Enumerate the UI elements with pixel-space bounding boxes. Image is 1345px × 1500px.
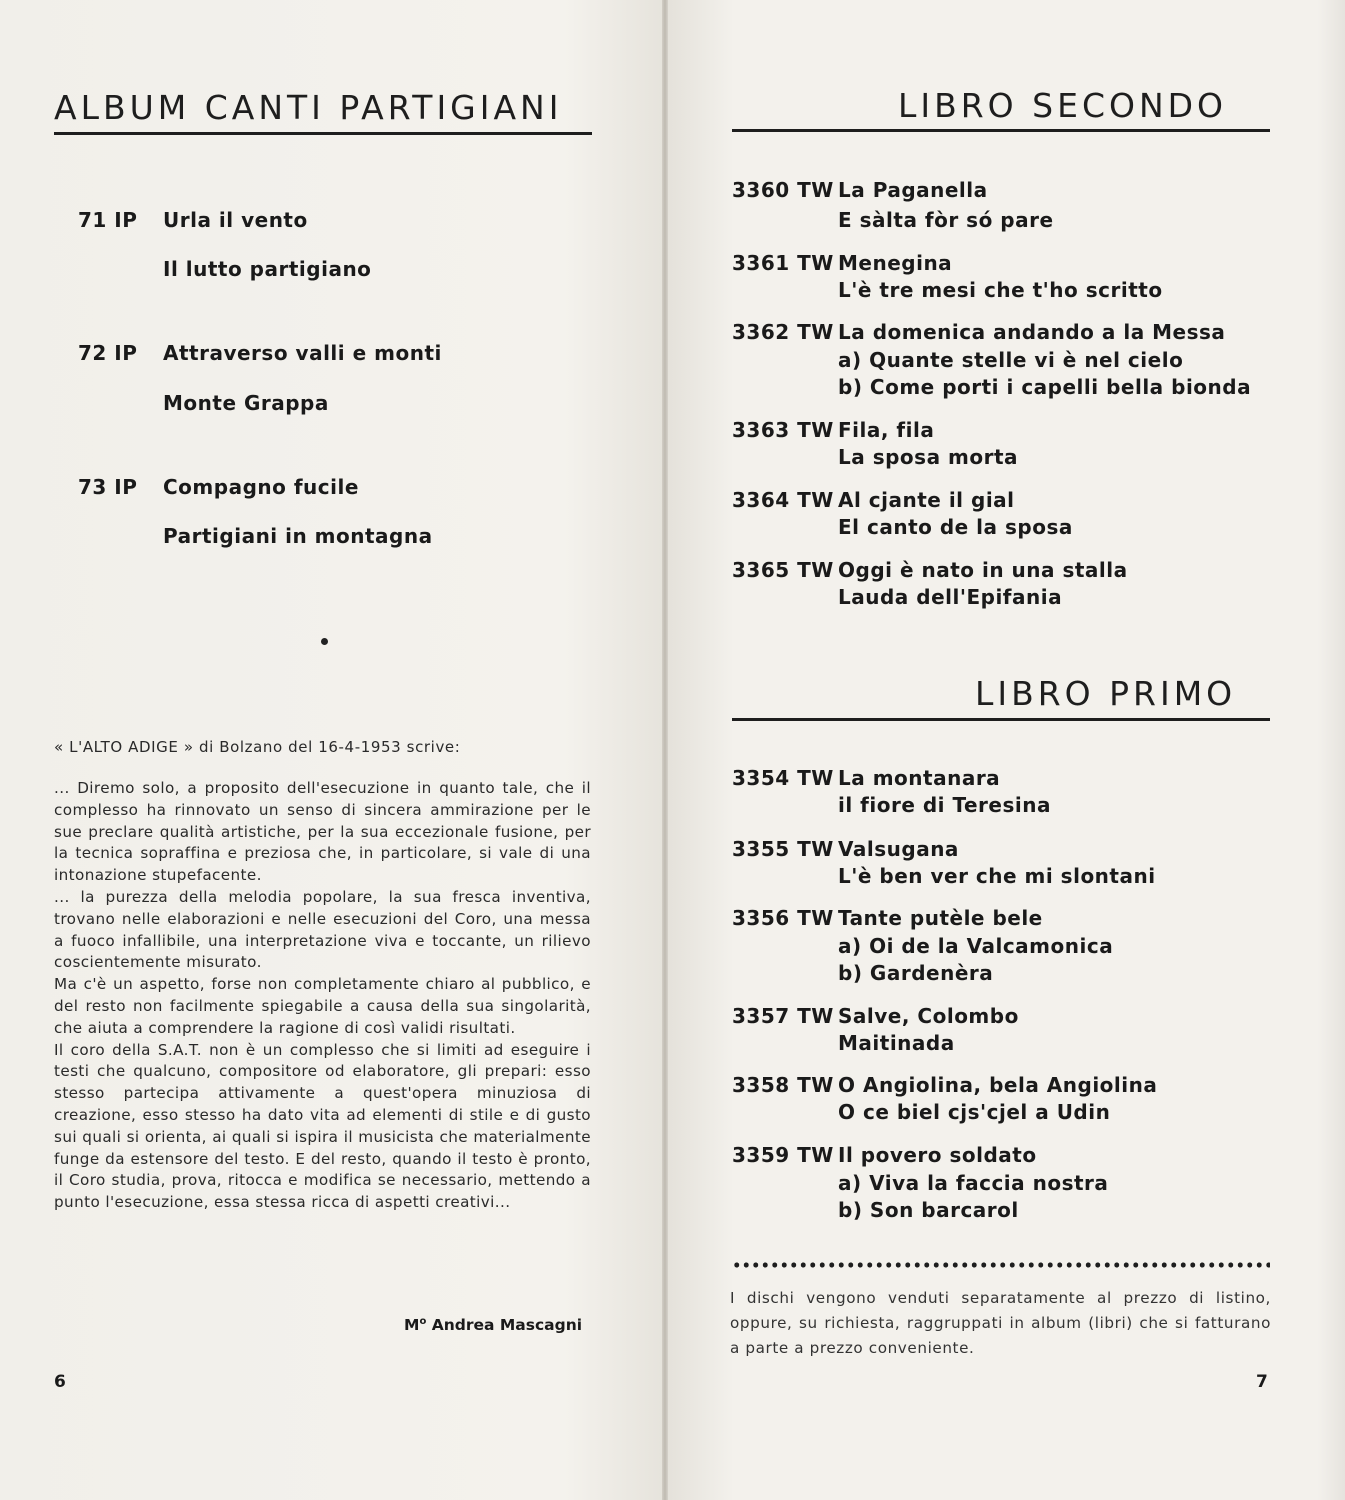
entry-line: Fila, fila	[838, 418, 935, 442]
entry-line: La Paganella	[838, 178, 988, 202]
entry-line: a) Quante stelle vi è nel cielo	[838, 348, 1184, 372]
entry-line: Attraverso valli e monti	[163, 341, 442, 365]
entry-code: 3361 TW	[732, 251, 834, 275]
entry-line: Monte Grappa	[163, 391, 329, 415]
signature-prefix: M	[404, 1316, 420, 1335]
signature-sup: o	[419, 1316, 427, 1327]
entry-line: Il lutto partigiano	[163, 257, 372, 281]
entry-line: b) Son barcarol	[838, 1198, 1019, 1222]
entry-line: b) Come porti i capelli bella bionda	[838, 375, 1252, 399]
entry-line: Tante putèle bele	[838, 906, 1043, 930]
quote-paragraph: ... Diremo solo, a proposito dell'esecuzione in quanto tale, che il complesso ha rinnovato un senso di sincera ammirazione per le sue preclare qualità artistiche, per la sua eccezionale fusione, per la tecnica sopraffina e preziosa che, in particolare, si vale di una intonazione stupefacente.	[54, 779, 591, 885]
pricing-note: I dischi vengono venduti separatamente al prezzo di listino, oppure, su richiesta, raggruppati in album (libri) che si fatturano a parte a prezzo conveniente.	[730, 1289, 1271, 1357]
signature-name: Andrea Mascagni	[431, 1316, 583, 1335]
libro-secondo-title: LIBRO SECONDO	[898, 86, 1228, 125]
entry-code: 73 IP	[78, 475, 138, 499]
entry-line: Menegina	[838, 251, 953, 275]
libro-primo-title: LIBRO PRIMO	[975, 674, 1237, 713]
page-fold	[662, 0, 668, 1500]
entry-code: 3357 TW	[732, 1004, 834, 1028]
bullet-separator	[321, 638, 328, 645]
entry-code: 3362 TW	[732, 320, 834, 344]
entry-line: O Angiolina, bela Angiolina	[838, 1073, 1158, 1097]
entry-code: 72 IP	[78, 341, 138, 365]
entry-line: Al cjante il gial	[838, 488, 1015, 512]
entry-line: il fiore di Teresina	[838, 793, 1051, 817]
entry-line: Lauda dell'Epifania	[838, 585, 1063, 609]
entry-code: 3365 TW	[732, 558, 834, 582]
entry-line: El canto de la sposa	[838, 515, 1073, 539]
entry-code: 3356 TW	[732, 906, 834, 930]
quote-paragraph: Ma c'è un aspetto, forse non completamente chiaro al pubblico, e del resto non facilmente spiegabile a causa della sua singolarità, che aiuta a comprendere la ragione di così validi risultati.	[54, 975, 591, 1037]
entry-code: 71 IP	[78, 208, 138, 232]
quote-text	[54, 778, 591, 1214]
album-title: ALBUM CANTI PARTIGIANI	[54, 88, 563, 127]
signature	[404, 1316, 582, 1334]
entry-line: La montanara	[838, 766, 1001, 790]
entry-code: 3363 TW	[732, 418, 834, 442]
quote-paragraph: Il coro della S.A.T. non è un complesso che si limiti ad eseguire i testi che qualcuno, compositore od elaboratore, gli prepari: esso stesso partecipa attivamente a quest'opera minuziosa di creazione, esso stesso ha dato vita ad elementi di stile e di gusto sui quali si orienta, ai quali si ispira il musicista che materialmente funge da estensore del testo. E del resto, quando il testo è pronto, il Coro studia, prova, ritocca e modifica se necessario, mettendo a punto l'esecuzione, essa stessa ricca di aspetti creativi...	[54, 1040, 591, 1212]
entry-line: L'è tre mesi che t'ho scritto	[838, 278, 1163, 302]
album-title-rule	[54, 132, 592, 135]
entry-line: L'è ben ver che mi slontani	[838, 864, 1156, 888]
entry-line: Urla il vento	[163, 208, 308, 232]
entry-code: 3358 TW	[732, 1073, 834, 1097]
entry-line: Valsugana	[838, 837, 959, 861]
page-number-right: 7	[1256, 1372, 1268, 1392]
entry-code: 3360 TW	[732, 178, 834, 202]
entry-code: 3364 TW	[732, 488, 834, 512]
entry-line: a) Viva la faccia nostra	[838, 1171, 1109, 1195]
entry-line: Il povero soldato	[838, 1143, 1037, 1167]
entry-line: Salve, Colombo	[838, 1004, 1019, 1028]
entry-code: 3355 TW	[732, 837, 834, 861]
libro-primo-rule	[732, 718, 1270, 721]
entry-code: 3354 TW	[732, 766, 834, 790]
entry-line: b) Gardenèra	[838, 961, 994, 985]
entry-line: La domenica andando a la Messa	[838, 320, 1226, 344]
entry-line: Compagno fucile	[163, 475, 359, 499]
entry-line: La sposa morta	[838, 445, 1019, 469]
entry-line: E sàlta fòr só pare	[838, 208, 1054, 232]
entry-line: Maitinada	[838, 1031, 955, 1055]
quote-source: « L'ALTO ADIGE » di Bolzano del 16-4-1953 scrive:	[54, 738, 461, 756]
entry-line: O ce biel cjs'cjel a Udin	[838, 1100, 1111, 1124]
entry-line: Partigiani in montagna	[163, 524, 433, 548]
libro-secondo-rule	[732, 129, 1270, 132]
quote-paragraph: ... la purezza della melodia popolare, la sua fresca inventiva, trovano nelle elaborazioni e nelle esecuzioni del Coro, una messa a fuoco infallibile, una interpretazione viva e toccante, un rilievo coscientemente misurato.	[54, 887, 591, 972]
entry-line: Oggi è nato in una stalla	[838, 558, 1128, 582]
entry-line: a) Oi de la Valcamonica	[838, 934, 1114, 958]
entry-code: 3359 TW	[732, 1143, 834, 1167]
dotted-separator	[732, 1262, 1270, 1268]
page-number-left: 6	[54, 1372, 66, 1392]
